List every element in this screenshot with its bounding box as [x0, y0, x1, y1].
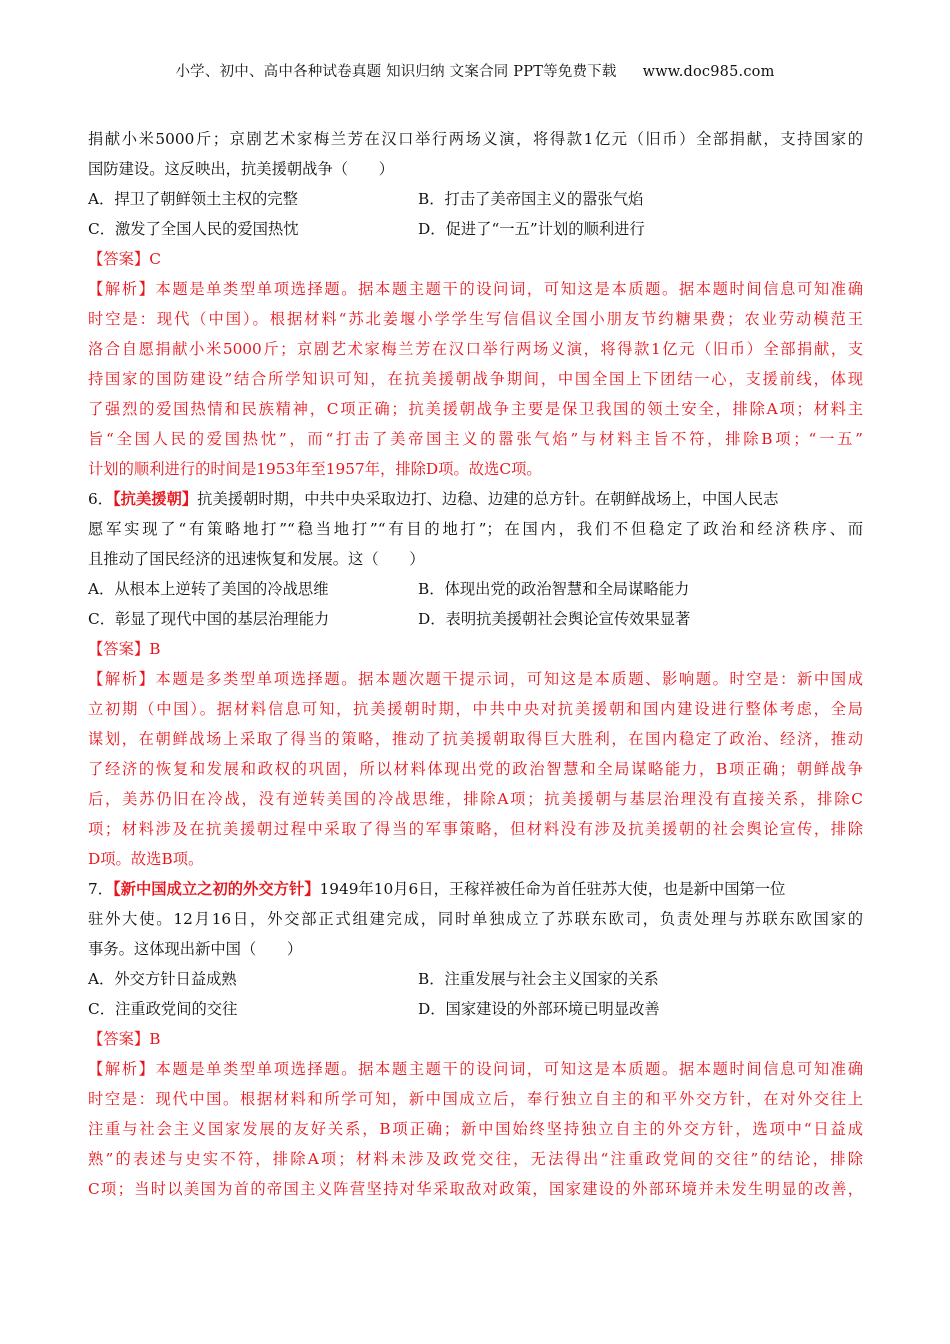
q6-analysis-line: 项；材料涉及在抗美援朝过程中采取了得当的军事策略，但材料没有涉及抗美援朝的社会舆论宣传，排除 [88, 820, 863, 838]
q6-analysis-line: 谋划，在朝鲜战场上采取了得当的策略，推动了抗美援朝取得巨大胜利，在国内稳定了政治、经济，推动 [88, 730, 863, 748]
q6-stem-first-line [88, 484, 863, 514]
q7-options-row [88, 964, 863, 994]
q6-stem-text: 抗美援朝时期，中共中央采取边打、边稳、边建的总方针。在朝鲜战场上，中国人民志 [197, 490, 779, 508]
q6-stem-line: 且推动了国民经济的迅速恢复和发展。这（ ） [88, 550, 425, 568]
q6-analysis-line: D项。故选B项。 [88, 850, 204, 868]
q5-option-a: A．捍卫了朝鲜领土主权的完整 [88, 190, 298, 208]
document-body [88, 124, 863, 1204]
q5-analysis-line: 了强烈的爱国热情和民族精神，C项正确；抗美援朝战争主要是保卫我国的领土安全，排除A项；材料主 [88, 400, 863, 418]
q7-number: 7． [88, 880, 114, 898]
q7-answer: 【答案】B [88, 1030, 161, 1048]
q7-stem-text: 1949年10月6日，王稼祥被任命为首任驻苏大使，也是新中国第一位 [319, 880, 786, 898]
q6-number: 6． [88, 490, 114, 508]
q7-option-d: D．国家建设的外部环境已明显改善 [418, 1000, 660, 1018]
q7-topic-tag: 【新中国成立之初的外交方针】 [113, 880, 320, 898]
header-site-link[interactable]: www.doc985.com [642, 64, 775, 80]
q6-option-a: A．从根本上逆转了美国的冷战思维 [88, 580, 329, 598]
header-text: 小学、初中、高中各种试卷真题 知识归纳 文案合同 PPT等免费下载 [175, 64, 617, 80]
q5-analysis-line: 洛合自愿捐献小米5000斤；京剧艺术家梅兰芳在汉口举行两场义演，将得款1亿元（旧币）全部捐献，支 [88, 340, 863, 358]
q5-stem-line: 捐献小米5000斤；京剧艺术家梅兰芳在汉口举行两场义演，将得款1亿元（旧币）全部捐献，支持国家的 [88, 130, 863, 148]
q7-option-b: B．注重发展与社会主义国家的关系 [418, 970, 659, 988]
q7-option-a: A．外交方针日益成熟 [88, 970, 237, 988]
q6-stem-line: 愿军实现了“有策略地打”“稳当地打”“有目的地打”；在国内，我们不但稳定了政治和经济秩序、而 [88, 520, 863, 538]
q6-options-row [88, 574, 863, 604]
q7-analysis-line: 【解析】本题是单类型单项选择题。据本题主题干的设问词，可知这是本质题。据本题时间信息可知准确 [88, 1060, 863, 1078]
page-header [0, 60, 950, 81]
q7-analysis-line: 熟”的表述与史实不符，排除A项；材料未涉及政党交往，无法得出“注重政党间的交往”的结论，排除 [88, 1150, 863, 1168]
q5-stem-line: 国防建设。这反映出，抗美援朝战争（ ） [88, 160, 394, 178]
q5-answer: 【答案】C [88, 250, 161, 268]
q5-option-d: D．促进了“一五”计划的顺利进行 [418, 220, 645, 238]
q6-analysis-line: 【解析】本题是多类型单项选择题。据本题次题干提示词，可知这是本质题、影响题。时空是：新中国成 [88, 670, 863, 688]
q7-option-c: C．注重政党间的交往 [88, 1000, 238, 1018]
q6-analysis-line: 立初期（中国）。据材料信息可知，抗美援朝时期，中共中央对抗美援朝和国内建设进行整体考虑，全局 [88, 700, 863, 718]
q6-topic-tag: 【抗美援朝】 [113, 490, 198, 508]
q5-analysis-line: 旨“全国人民的爱国热忱”，而“打击了美帝国主义的嚣张气焰”与材料主旨不符，排除B项；“一五” [88, 430, 863, 448]
q7-analysis-line: 注重与社会主义国家发展的友好关系，B项正确；新中国始终坚持独立自主的外交方针，选项中“日益成 [88, 1120, 863, 1138]
q6-options-row [88, 604, 863, 634]
q7-stem-line: 驻外大使。12月16日，外交部正式组建完成，同时单独成立了苏联东欧司，负责处理与苏联东欧国家的 [88, 910, 863, 928]
q5-analysis-line: 【解析】本题是单类型单项选择题。据本题主题干的设问词，可知这是本质题。据本题时间信息可知准确 [88, 280, 863, 298]
q7-analysis-line: 时空是：现代中国。根据材料和所学可知，新中国成立后，奉行独立自主的和平外交方针，在对外交往上 [88, 1090, 863, 1108]
q7-options-row [88, 994, 863, 1024]
q7-stem-first-line [88, 874, 863, 904]
q6-analysis-line: 后，美苏仍旧在冷战，没有逆转美国的冷战思维，排除A项；抗美援朝与基层治理没有直接关系，排除C [88, 790, 863, 808]
q5-options-row [88, 184, 863, 214]
q6-option-d: D．表明抗美援朝社会舆论宣传效果显著 [418, 610, 691, 628]
q6-option-b: B．体现出党的政治智慧和全局谋略能力 [418, 580, 690, 598]
q5-option-b: B．打击了美帝国主义的嚣张气焰 [418, 190, 644, 208]
q7-analysis-line: C项；当时以美国为首的帝国主义阵营坚持对华采取敌对政策，国家建设的外部环境并未发生明显的改善， [88, 1180, 863, 1198]
q6-analysis-line: 了经济的恢复和发展和政权的巩固，所以材料体现出党的政治智慧和全局谋略能力，B项正确；朝鲜战争 [88, 760, 863, 778]
q5-analysis-line: 计划的顺利进行的时间是1953年至1957年，排除D项。故选C项。 [88, 460, 542, 478]
q7-stem-line: 事务。这体现出新中国（ ） [88, 940, 303, 958]
q5-option-c: C．激发了全国人民的爱国热忱 [88, 220, 299, 238]
q5-options-row [88, 214, 863, 244]
q6-answer: 【答案】B [88, 640, 161, 658]
q6-option-c: C．彰显了现代中国的基层治理能力 [88, 610, 330, 628]
q5-analysis-line: 持国家的国防建设”结合所学知识可知，在抗美援朝战争期间，中国全国上下团结一心，支援前线，体现 [88, 370, 863, 388]
q5-analysis-line: 时空是：现代（中国）。根据材料“苏北姜堰小学学生写信倡议全国小朋友节约糖果费；农业劳动模范王 [88, 310, 863, 328]
